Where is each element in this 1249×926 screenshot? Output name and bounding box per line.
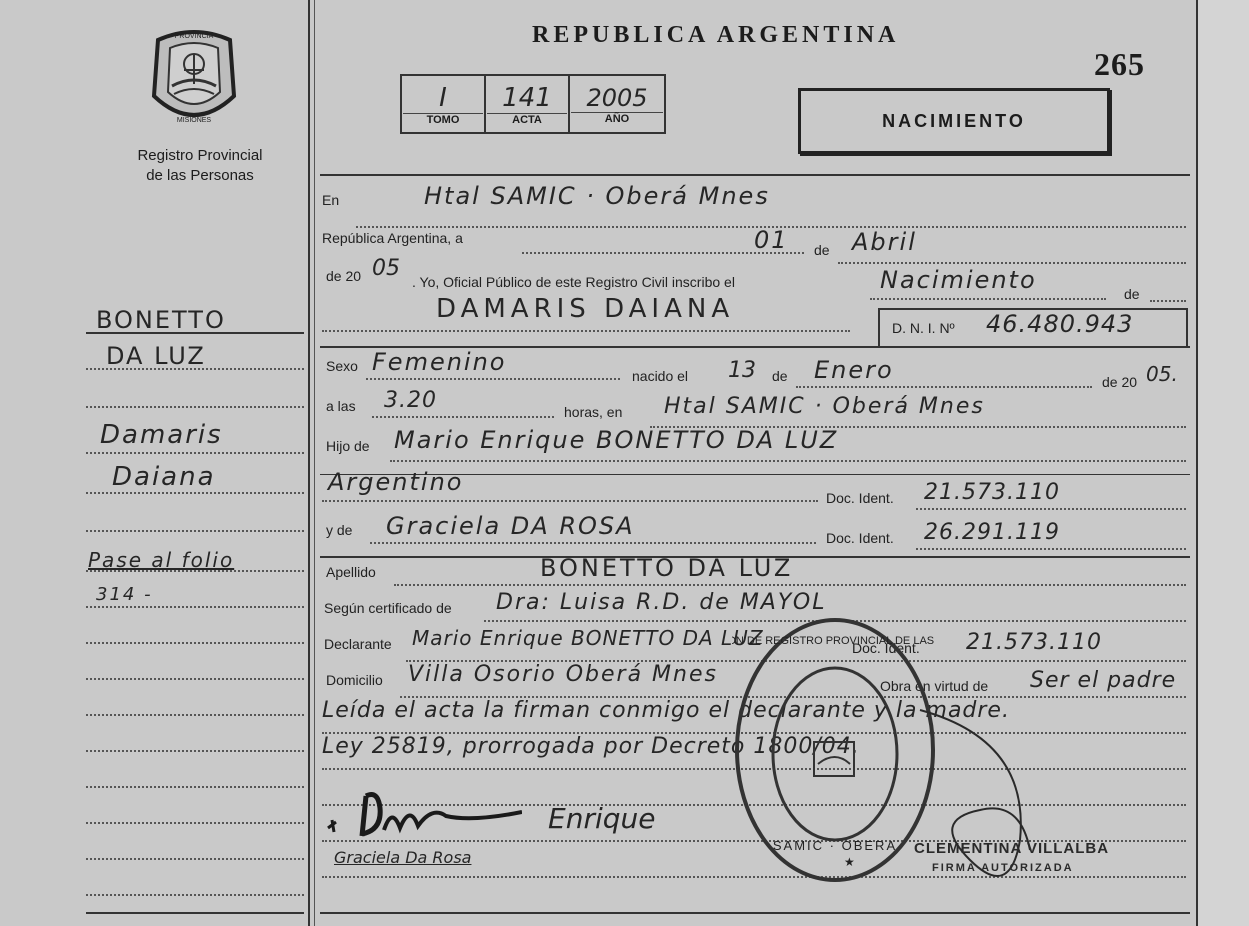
label-certificado: Según certificado de [324, 600, 452, 616]
fill-line [1150, 300, 1186, 302]
fill-line [796, 386, 1092, 388]
label-yo-text: . Yo, Oficial Público de este Registro Civil inscribo el [412, 274, 735, 290]
value-birth-month: Enero [814, 356, 894, 384]
record-type: NACIMIENTO [882, 110, 1026, 131]
fill-line [370, 542, 816, 544]
margin-line [86, 858, 304, 860]
fill-line [838, 262, 1186, 264]
label-doc-ident-father: Doc. Ident. [826, 490, 894, 506]
label-alas: a las [326, 398, 356, 414]
margin-surname: BONETTO [96, 306, 226, 334]
label-birth-year-prefix: de 20 [1102, 374, 1138, 390]
margin-line [86, 714, 304, 716]
value-time: 3.20 [384, 388, 437, 413]
label-obra: Obra en virtud de [880, 678, 989, 694]
fill-line [322, 330, 850, 332]
registry-name [100, 146, 300, 186]
value-father: Mario Enrique BONETTO DA LUZ [394, 426, 839, 454]
value-birth-day: 13 [728, 358, 756, 383]
margin-line [86, 606, 304, 608]
label-yde: y de [326, 522, 353, 538]
margin-line [86, 406, 304, 408]
svg-text:★: ★ [844, 855, 855, 869]
margin-given1: Damaris [100, 420, 223, 450]
fill-line [372, 416, 554, 418]
margin-surname2: DA LUZ [106, 342, 206, 370]
value-birth-place: Htal SAMIC · Oberá Mnes [664, 394, 985, 419]
value-year-suffix: 05 [372, 256, 400, 281]
fill-line [916, 548, 1186, 550]
label-horas: horas, en [564, 404, 623, 420]
value-declarante-doc: 21.573.110 [966, 630, 1102, 655]
margin-line [86, 368, 304, 370]
svg-text:DELEGACION DE REGISTRO PROVINC: N DE REGISTRO PROVINCIAL DE LAS [735, 635, 935, 647]
margin-line [86, 894, 304, 896]
value-month: Abril [852, 228, 917, 256]
fill-line [366, 378, 620, 380]
label-de-2: de [1124, 286, 1140, 302]
registry-name-line2: de las Personas [146, 167, 254, 184]
tomo-label: TOMO [403, 113, 483, 126]
label-nacido: nacido el [632, 368, 689, 384]
official-stamp [732, 614, 938, 886]
province-seal [148, 26, 240, 130]
label-apellido: Apellido [326, 564, 376, 580]
fill-line [916, 508, 1186, 510]
page-edge [1198, 0, 1249, 926]
margin-line [86, 492, 304, 494]
label-republica: República Argentina, a [322, 230, 463, 246]
value-mother: Graciela DA ROSA [386, 512, 635, 540]
label-sexo: Sexo [326, 358, 358, 374]
ano-value: 2005 [586, 83, 648, 112]
value-birth-year-suffix: 05. [1146, 362, 1178, 386]
label-declarante: Declarante [324, 636, 392, 652]
acta-cell [485, 75, 569, 133]
registry-name-line1: Registro Provincial [137, 147, 263, 164]
value-apellido: BONETTO DA LUZ [540, 554, 794, 582]
label-doc-ident-mother: Doc. Ident. [826, 530, 894, 546]
margin-given2: Daiana [112, 462, 216, 492]
fill-line [870, 298, 1106, 300]
page-number: 265 [1094, 46, 1145, 82]
form-top-rule [320, 174, 1190, 176]
record-type-box [798, 88, 1110, 154]
value-declarante: Mario Enrique BONETTO DA LUZ [412, 626, 764, 650]
fill-line [394, 584, 1186, 586]
acta-label: ACTA [487, 113, 567, 126]
margin-line [86, 912, 304, 914]
margin-note1: Pase al folio [88, 548, 235, 572]
fill-line [390, 460, 1186, 462]
value-place: Htal SAMIC · Oberá Mnes [424, 182, 770, 210]
value-ley: Ley 25819, prorrogada por Decreto 1800/04. [322, 734, 860, 759]
label-de: de [814, 242, 830, 258]
margin-separator [308, 0, 310, 926]
label-en: En [322, 192, 340, 208]
label-de-3: de [772, 368, 788, 384]
value-domicilio: Villa Osorio Oberá Mnes [408, 662, 718, 687]
value-dni: 46.480.943 [986, 310, 1134, 338]
label-dni: D. N. I. Nº [892, 320, 955, 336]
ano-cell [569, 75, 665, 133]
value-act-type: Nacimiento [880, 266, 1037, 294]
label-year-prefix: de 20 [326, 268, 362, 284]
value-day: 01 [754, 226, 789, 254]
signature-graciela: Graciela Da Rosa [334, 848, 472, 867]
margin-line [86, 570, 304, 572]
fill-line [322, 500, 818, 502]
value-sexo: Femenino [372, 348, 507, 376]
value-mother-doc: 26.291.119 [924, 520, 1060, 545]
margin-line [86, 822, 304, 824]
svg-text:PROVINCIA: PROVINCIA [174, 33, 214, 40]
margin-line [86, 452, 304, 454]
signature-scribble [322, 786, 522, 882]
value-father-nationality: Argentino [328, 468, 464, 496]
value-child-name: DAMARIS DAIANA [436, 294, 735, 324]
margin-line [86, 678, 304, 680]
dni-box [878, 308, 1188, 348]
official-name: CLEMENTINA VILLALBA [914, 840, 1110, 857]
margin-separator-inner [314, 0, 315, 926]
margin-line [86, 642, 304, 644]
tomo-value: I [439, 82, 447, 113]
value-father-doc: 21.573.110 [924, 480, 1060, 505]
tomo-cell [401, 75, 485, 133]
form-bottom-rule [320, 912, 1190, 914]
value-obra: Ser el padre [1030, 668, 1177, 693]
margin-line [86, 530, 304, 532]
record-reference-box [400, 74, 666, 134]
label-doc-ident-declarante: Doc. Ident. [852, 640, 920, 656]
value-certificado: Dra: Luisa R.D. de MAYOL [496, 590, 827, 615]
margin-line [86, 332, 304, 334]
label-hijo: Hijo de [326, 438, 370, 454]
value-leida: Leída el acta la firman conmigo el declarante y la madre. [322, 698, 1010, 723]
label-domicilio: Domicilio [326, 672, 383, 688]
margin-line [86, 750, 304, 752]
svg-text:SAMIC · OBERA: SAMIC · OBERA [772, 838, 898, 853]
margin-line [86, 786, 304, 788]
country-title: REPUBLICA ARGENTINA [532, 22, 900, 48]
acta-value: 141 [502, 82, 552, 113]
svg-text:MISIONES: MISIONES [176, 117, 212, 124]
signature-enrique: Enrique [548, 802, 656, 835]
margin-note2: 314 - [96, 584, 153, 605]
official-title: FIRMA AUTORIZADA [932, 862, 1074, 874]
ano-label: AÑO [571, 112, 663, 125]
